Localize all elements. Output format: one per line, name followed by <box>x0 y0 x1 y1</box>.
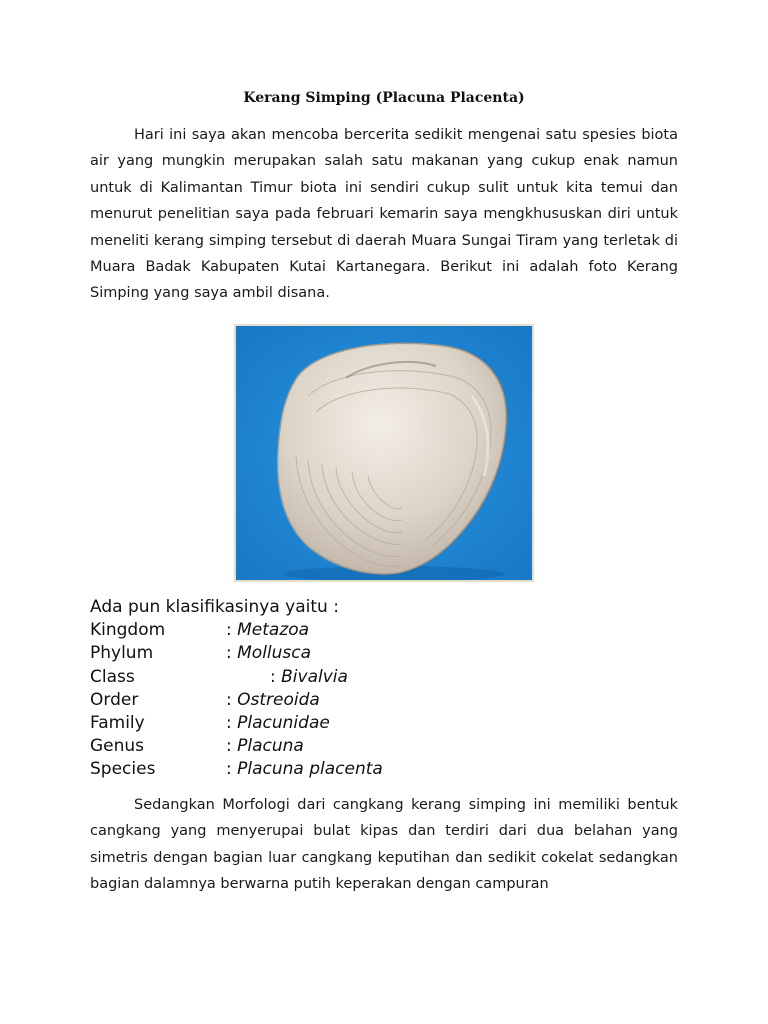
rank-label: Species <box>90 759 156 780</box>
classification-row-species <box>90 758 690 781</box>
document-title: Kerang Simping (Placuna Placenta) <box>243 90 525 106</box>
rank-label: Kingdom <box>90 620 166 641</box>
classification-row-order <box>90 689 690 712</box>
classification-row-family <box>90 712 690 735</box>
intro-paragraph <box>90 122 678 307</box>
classification-row-genus <box>90 735 690 758</box>
rank-label: Order <box>90 689 139 710</box>
rank-label: Genus <box>90 736 145 757</box>
rank-value: : Metazoa <box>226 620 310 641</box>
rank-value: : Ostreoida <box>226 689 320 710</box>
morphology-paragraph <box>90 792 678 898</box>
rank-label: Family <box>90 712 145 733</box>
rank-label: Phylum <box>90 643 154 664</box>
rank-value: : Bivalvia <box>270 666 348 687</box>
morphology-paragraph-text: Sedangkan Morfologi dari cangkang kerang simping ini memiliki bentuk cangkang yang menyerupai bulat kipas dan terdiri dari dua belahan yang simetris dengan bagian luar cangkang keputihan dan sedikit cokelat sedangkan bagian dalamnya berwarna putih keperakan dengan campuran <box>90 797 678 893</box>
classification-heading: Ada pun klasifikasinya yaitu : <box>90 597 339 617</box>
shell-photo <box>234 324 534 582</box>
shell-image <box>236 326 532 580</box>
rank-value: : Mollusca <box>226 643 312 664</box>
rank-value: : Placuna <box>226 736 304 757</box>
classification-row-kingdom <box>90 619 690 642</box>
rank-label: Class <box>90 666 135 687</box>
classification-row-phylum <box>90 642 690 665</box>
rank-value: : Placunidae <box>226 712 330 733</box>
classification-block <box>90 596 690 782</box>
rank-value: : Placuna placenta <box>226 759 383 780</box>
classification-row-class <box>90 666 690 689</box>
intro-paragraph-text: Hari ini saya akan mencoba bercerita sedikit mengenai satu spesies biota air yang mungkin merupakan salah satu makanan yang cukup enak namun untuk di Kalimantan Timur biota ini sendiri cukup sulit untuk kita temui dan menurut penelitian saya pada februari kemarin saya mengkhususkan diri untuk meneliti kerang simping tersebut di daerah Muara Sungai Tiram yang terletak di Muara Badak Kabupaten Kutai Kartanegara. Berikut ini adalah foto Kerang Simping yang saya ambil disana. <box>90 127 678 302</box>
